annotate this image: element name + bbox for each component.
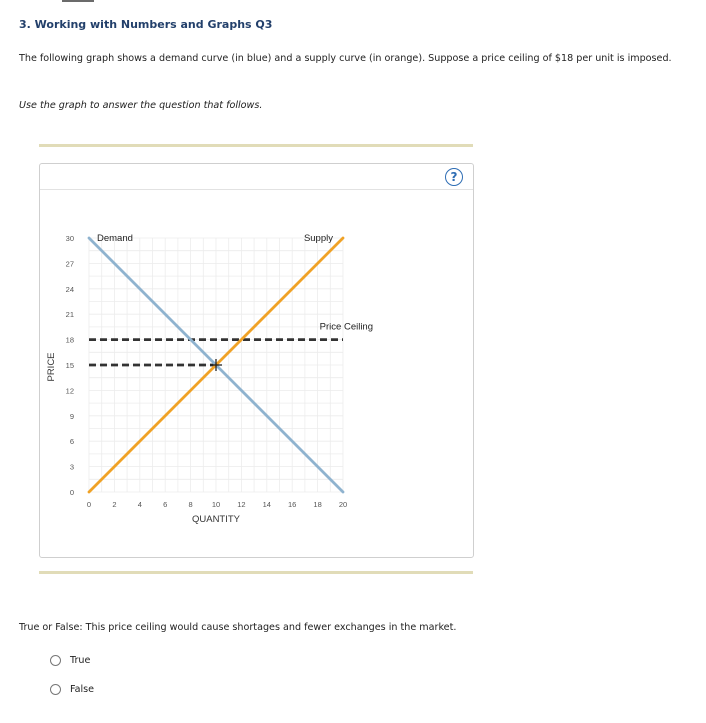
x-tick-label: 20 xyxy=(338,500,348,509)
question-mark-icon[interactable]: ? xyxy=(445,168,463,186)
x-tick-label: 6 xyxy=(163,500,168,509)
y-tick-label: 21 xyxy=(65,310,74,320)
x-tick-label: 18 xyxy=(313,500,322,509)
graph-instruction: Use the graph to answer the question that follows. xyxy=(19,100,263,111)
true-false-question: True or False: This price ceiling would cause shortages and fewer exchanges in the market. xyxy=(19,622,457,633)
x-tick-label: 12 xyxy=(237,500,246,509)
x-tick-label: 14 xyxy=(262,500,271,509)
x-tick-label: 8 xyxy=(188,500,193,509)
price-ceiling-label: Price Ceiling xyxy=(319,321,373,333)
question-title: 3. Working with Numbers and Graphs Q3 xyxy=(19,18,273,31)
y-tick-label: 12 xyxy=(65,386,74,396)
x-tick-label: 10 xyxy=(211,500,221,509)
x-tick-label: 2 xyxy=(112,500,117,509)
radio-false[interactable] xyxy=(50,684,61,695)
graph-panel xyxy=(39,163,474,558)
question-prompt: The following graph shows a demand curve (in blue) and a supply curve (in orange). Suppose a price ceiling of $18 per unit is imposed. xyxy=(19,53,672,64)
y-tick-label: 9 xyxy=(69,411,74,421)
option-false[interactable] xyxy=(50,684,94,695)
x-tick-label: 4 xyxy=(137,500,142,509)
graph-top-rule xyxy=(39,144,473,147)
y-tick-label: 30 xyxy=(65,234,74,243)
radio-true[interactable] xyxy=(50,655,61,666)
y-tick-label: 24 xyxy=(65,284,74,294)
y-tick-label: 15 xyxy=(65,361,74,370)
supply-demand-chart xyxy=(40,164,473,557)
top-divider-stub xyxy=(62,0,94,2)
option-true[interactable] xyxy=(50,655,90,666)
y-tick-label: 3 xyxy=(69,462,74,472)
x-tick-label: 16 xyxy=(288,500,297,509)
x-axis-title: QUANTITY xyxy=(191,514,241,525)
graph-bottom-rule xyxy=(39,571,473,574)
y-axis-title: PRICE xyxy=(46,352,57,382)
demand-label: Demand xyxy=(97,233,133,244)
y-tick-label: 0 xyxy=(69,488,74,497)
y-tick-label: 27 xyxy=(65,259,74,269)
x-tick-label: 0 xyxy=(86,500,92,509)
y-tick-label: 6 xyxy=(69,437,74,447)
y-tick-label: 18 xyxy=(65,335,74,345)
option-true-label: True xyxy=(70,655,91,666)
supply-label: Supply xyxy=(303,233,333,244)
option-false-label: False xyxy=(70,684,95,695)
